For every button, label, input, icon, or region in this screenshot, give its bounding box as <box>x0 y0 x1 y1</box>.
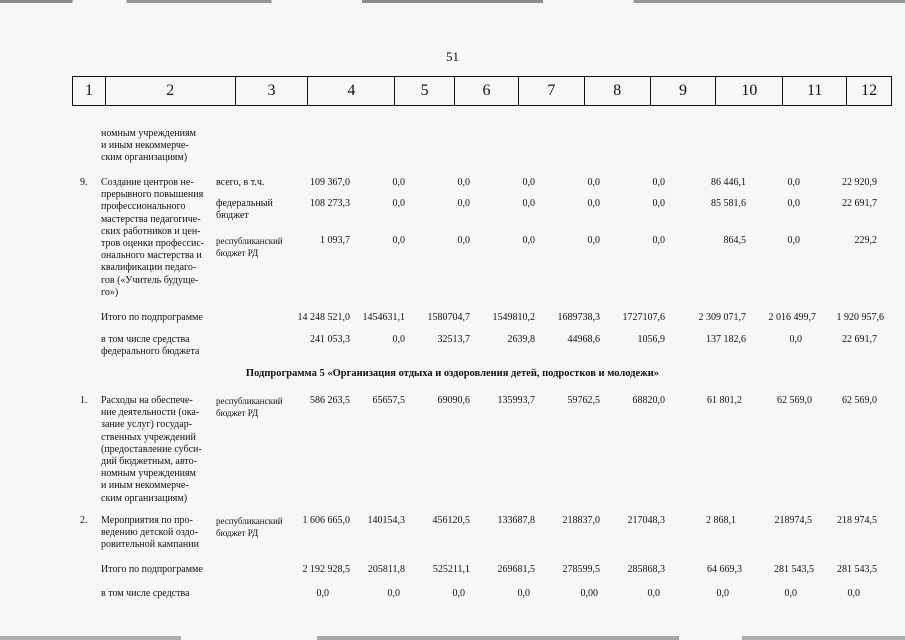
cell: 864,5 <box>723 235 746 246</box>
cell: 0,0 <box>522 235 535 246</box>
row-1-sub-2-source: республиканский бюджет РД <box>216 236 283 259</box>
cell: 135993,7 <box>497 395 535 406</box>
subprogram-title: Подпрограмма 5 «Организация отдыха и оздоровления детей, подростков и молодежи» <box>245 368 660 379</box>
cell: 140154,3 <box>367 515 405 526</box>
cell: 109 367,0 <box>310 177 350 188</box>
cell: 1580704,7 <box>427 312 470 323</box>
cell: 525211,1 <box>432 564 470 575</box>
cell: 2 309 071,7 <box>698 312 746 323</box>
cell: 0,0 <box>392 235 405 246</box>
col-header-10: 10 <box>716 77 783 105</box>
cell: 44968,6 <box>567 334 600 345</box>
row-1-sub-0-source: всего, в т.ч. <box>216 177 265 188</box>
cell: 0,0 <box>787 177 800 188</box>
cell: 0,0 <box>587 235 600 246</box>
cell: 2 868,1 <box>706 515 736 526</box>
cell: 0,0 <box>517 588 530 599</box>
cell: 218 974,5 <box>837 515 877 526</box>
scan-edge-bottom <box>0 636 905 640</box>
cell: 0,0 <box>457 177 470 188</box>
cell: 1454631,1 <box>362 312 405 323</box>
cell: 65657,5 <box>372 395 405 406</box>
col-header-4: 4 <box>308 77 395 105</box>
cell: 22 691,7 <box>842 198 877 209</box>
cell: 0,0 <box>452 588 465 599</box>
row-2-description: Итого по подпрограмме <box>101 312 203 323</box>
cell: 62 569,0 <box>842 395 877 406</box>
row-7-description: в том числе средства <box>101 588 190 599</box>
cell: 64 669,3 <box>707 564 742 575</box>
col-header-9: 9 <box>651 77 717 105</box>
cell: 229,2 <box>854 235 877 246</box>
cell: 1 606 665,0 <box>302 515 350 526</box>
cell: 2 192 928,5 <box>302 564 350 575</box>
cell: 0,0 <box>392 198 405 209</box>
cell: 0,0 <box>847 588 860 599</box>
column-header-row <box>72 76 892 106</box>
col-header-6: 6 <box>455 77 519 105</box>
cell: 0,0 <box>652 177 665 188</box>
row-1-sub-1-source: федеральный бюджет <box>216 198 273 222</box>
cell: 0,0 <box>647 588 660 599</box>
cell: 218974,5 <box>774 515 812 526</box>
cell: 2639,8 <box>507 334 535 345</box>
row-5-description: Мероприятия по про- ведению детской оздо- ровительной кампании <box>101 515 199 551</box>
cell: 86 446,1 <box>711 177 746 188</box>
cell: 0,0 <box>716 588 729 599</box>
page-number: 51 <box>446 49 459 64</box>
cell: 133687,8 <box>497 515 535 526</box>
cell: 137 182,6 <box>706 334 746 345</box>
cell: 0,0 <box>587 177 600 188</box>
cell: 59762,5 <box>567 395 600 406</box>
cell: 0,0 <box>652 198 665 209</box>
cell: 1056,9 <box>637 334 665 345</box>
cell: 285868,3 <box>627 564 665 575</box>
cell: 0,0 <box>392 177 405 188</box>
row-5-source: республиканский бюджет РД <box>216 516 283 539</box>
cell: 61 801,2 <box>707 395 742 406</box>
row-4-source: республиканский бюджет РД <box>216 396 283 419</box>
cell: 0,0 <box>316 588 329 599</box>
cell: 1549810,2 <box>492 312 535 323</box>
cell: 205811,8 <box>367 564 405 575</box>
col-header-3: 3 <box>236 77 309 105</box>
row-4-description: Расходы на обеспече- ние деятельности (ока- зание услуг) государ- ственных учреждений (предоставление субси- дий бюджетным, авто- номным учреждениям и иным некоммерче- ским организациям) <box>101 395 202 504</box>
cell: 0,0 <box>457 198 470 209</box>
cell: 32513,7 <box>437 334 470 345</box>
col-header-11: 11 <box>783 77 847 105</box>
col-header-12: 12 <box>861 82 878 99</box>
cell: 2 016 499,7 <box>768 312 816 323</box>
cell: 69090,6 <box>437 395 470 406</box>
cell: 217048,3 <box>627 515 665 526</box>
row-5-number: 2. <box>80 515 88 526</box>
cell: 0,0 <box>387 588 400 599</box>
cell: 68820,0 <box>632 395 665 406</box>
cell: 0,0 <box>392 334 405 345</box>
row-4-number: 1. <box>80 395 88 406</box>
cell: 0,0 <box>587 198 600 209</box>
cell: 22 691,7 <box>842 334 877 345</box>
col-header-5: 5 <box>395 77 455 105</box>
col-header-1: 1 <box>73 77 106 105</box>
row-0-description: номным учреждениям и иным некоммерче- ским организациям) <box>101 128 196 164</box>
cell: 108 273,3 <box>310 198 350 209</box>
row-1-number: 9. <box>80 177 88 188</box>
row-1-description: Создание центров не- прерывного повышения профессионального мастерства педагогиче- ских работников и цен- тров оценки профессис- онального мастерства и квалификации педаго- гов («Учитель будуще- го») <box>101 177 205 298</box>
cell: 0,0 <box>784 588 797 599</box>
col-header-7: 7 <box>519 77 585 105</box>
cell: 62 569,0 <box>777 395 812 406</box>
row-3-description: в том числе средства федерального бюджета <box>101 334 200 358</box>
cell: 1689738,3 <box>557 312 600 323</box>
cell: 0,0 <box>522 198 535 209</box>
cell: 0,0 <box>789 334 802 345</box>
cell: 1 093,7 <box>320 235 350 246</box>
cell: 14 248 521,0 <box>297 312 350 323</box>
cell: 0,0 <box>522 177 535 188</box>
cell: 1 920 957,6 <box>836 312 884 323</box>
scan-edge-top <box>0 0 905 3</box>
cell: 0,0 <box>787 198 800 209</box>
cell: 85 581,6 <box>711 198 746 209</box>
row-6-description: Итого по подпрограмме <box>101 564 203 575</box>
cell: 22 920,9 <box>842 177 877 188</box>
cell: 586 263,5 <box>310 395 350 406</box>
cell: 269681,5 <box>497 564 535 575</box>
cell: 456120,5 <box>432 515 470 526</box>
cell: 0,0 <box>652 235 665 246</box>
cell: 1727107,6 <box>622 312 665 323</box>
cell: 281 543,5 <box>774 564 814 575</box>
cell: 0,0 <box>787 235 800 246</box>
col-header-8: 8 <box>585 77 651 105</box>
cell: 0,0 <box>457 235 470 246</box>
col-header-2: 2 <box>106 77 236 105</box>
cell: 241 053,3 <box>310 334 350 345</box>
cell: 0,00 <box>580 588 598 599</box>
cell: 281 543,5 <box>837 564 877 575</box>
cell: 278599,5 <box>562 564 600 575</box>
cell: 218837,0 <box>562 515 600 526</box>
